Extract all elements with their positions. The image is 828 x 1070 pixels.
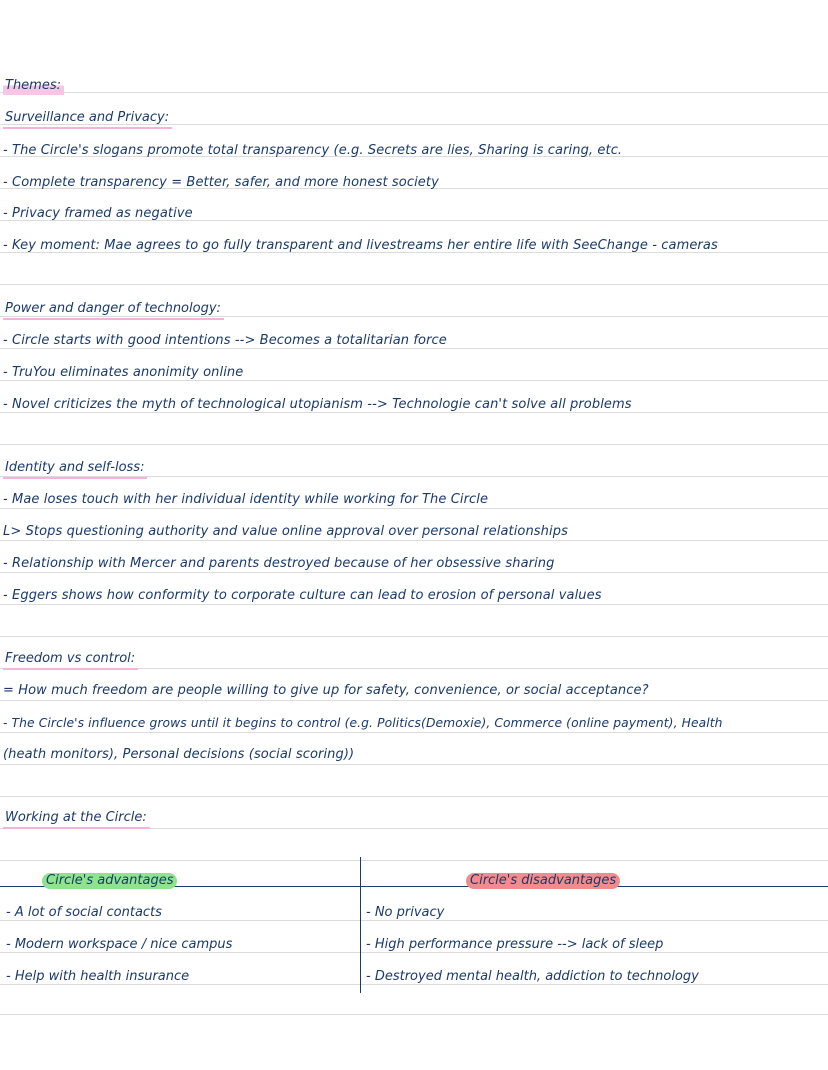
rule-line bbox=[0, 92, 828, 93]
section-line: - Eggers shows how conformity to corporate culture can lead to erosion of personal values bbox=[3, 588, 602, 603]
advantage-item: - A lot of social contacts bbox=[6, 905, 162, 920]
advantage-item: - Modern workspace / nice campus bbox=[6, 937, 233, 952]
rule-line bbox=[0, 508, 828, 509]
section-line: - The Circle's slogans promote total transparency (e.g. Secrets are lies, Sharing is caring, etc. bbox=[3, 143, 623, 158]
table-vertical-divider bbox=[360, 857, 361, 993]
disadvantage-item: - Destroyed mental health, addiction to technology bbox=[366, 969, 699, 984]
rule-line bbox=[0, 636, 828, 637]
section-line: (heath monitors), Personal decisions (social scoring)) bbox=[3, 747, 355, 762]
section-heading-surveillance: Surveillance and Privacy: bbox=[3, 110, 172, 127]
disadvantage-item: - High performance pressure --> lack of sleep bbox=[366, 937, 664, 952]
rule-line bbox=[0, 732, 828, 733]
rule-line bbox=[0, 444, 828, 445]
themes-heading: Themes: bbox=[3, 78, 64, 95]
rule-line bbox=[0, 828, 828, 829]
rule-line bbox=[0, 572, 828, 573]
rule-line bbox=[0, 540, 828, 541]
rule-line bbox=[0, 764, 828, 765]
section-line: - TruYou eliminates anonimity online bbox=[3, 365, 244, 380]
rule-line bbox=[0, 284, 828, 285]
advantage-item: - Help with health insurance bbox=[6, 969, 190, 984]
section-line: - Novel criticizes the myth of technological utopianism --> Technologie can't solve all problems bbox=[3, 397, 632, 412]
rule-line bbox=[0, 1014, 828, 1015]
rule-line bbox=[0, 796, 828, 797]
disadvantages-header: Circle's disadvantages bbox=[466, 873, 620, 889]
section-heading-technology: Power and danger of technology: bbox=[3, 301, 224, 318]
section-line: - The Circle's influence grows until it begins to control (e.g. Politics(Demoxie), Commerce (online payment), Health bbox=[3, 716, 723, 730]
section-line: - Key moment: Mae agrees to go fully transparent and livestreams her entire life with SeeChange - cameras bbox=[3, 238, 718, 253]
section-line: - Privacy framed as negative bbox=[3, 206, 193, 221]
section-heading-working: Working at the Circle: bbox=[3, 810, 150, 827]
rule-line bbox=[0, 668, 828, 669]
section-line: - Mae loses touch with her individual identity while working for The Circle bbox=[3, 492, 489, 507]
rule-line bbox=[0, 860, 828, 861]
rule-line bbox=[0, 700, 828, 701]
disadvantage-item: - No privacy bbox=[366, 905, 445, 920]
section-line: - Complete transparency = Better, safer, and more honest society bbox=[3, 175, 439, 190]
section-line: L> Stops questioning authority and value online approval over personal relationships bbox=[3, 524, 568, 539]
section-line: - Relationship with Mercer and parents destroyed because of her obsessive sharing bbox=[3, 556, 555, 571]
rule-line bbox=[0, 604, 828, 605]
advantages-header: Circle's advantages bbox=[42, 873, 177, 889]
section-line: = How much freedom are people willing to give up for safety, convenience, or social acceptance? bbox=[3, 683, 649, 698]
section-line: - Circle starts with good intentions --> Becomes a totalitarian force bbox=[3, 333, 447, 348]
section-heading-identity: Identity and self-loss: bbox=[3, 460, 147, 477]
section-heading-freedom: Freedom vs control: bbox=[3, 651, 138, 668]
